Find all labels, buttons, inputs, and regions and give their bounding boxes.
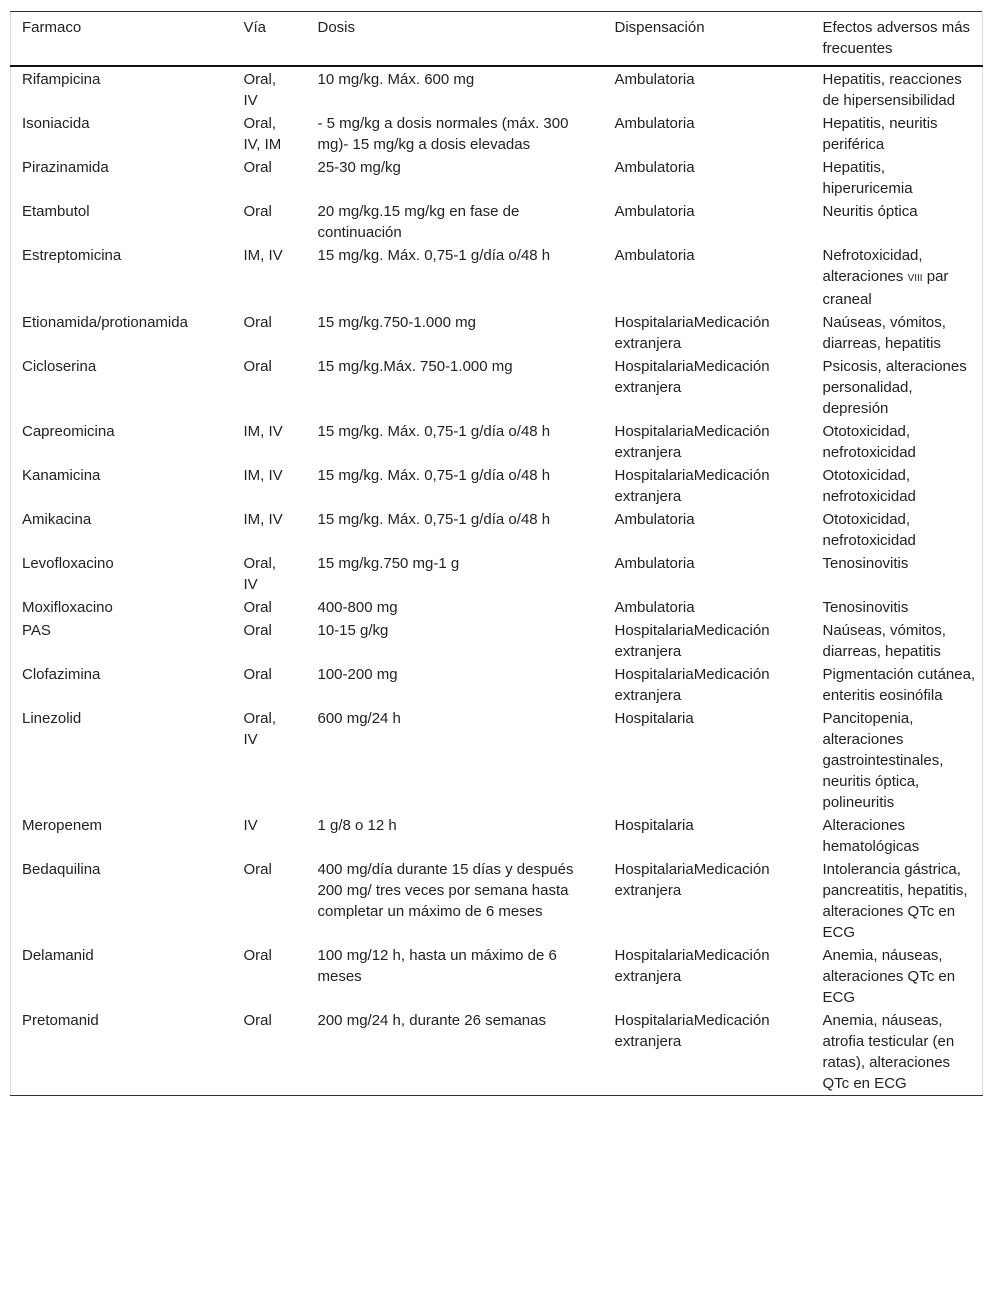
- cell-dosis: 600 mg/24 h: [317, 710, 401, 727]
- table-row: [11, 508, 983, 552]
- cell-dosis: 15 mg/kg. Máx. 0,75-1 g/día o/48 h: [317, 423, 551, 440]
- cell-via: Oral, IV, IM: [243, 115, 282, 153]
- cell-dispensacion: Ambulatoria: [614, 71, 695, 88]
- table-row: [11, 355, 983, 420]
- cell-dosis: 10-15 g/kg: [317, 622, 389, 639]
- cell-farmaco: Linezolid: [22, 710, 82, 727]
- cell-dispensacion: HospitalariaMedicación extranjera: [614, 622, 770, 660]
- table-header-row: [11, 12, 983, 67]
- cell-dispensacion: HospitalariaMedicación extranjera: [614, 314, 770, 352]
- cell-farmaco: Cicloserina: [22, 358, 97, 375]
- cell-dispensacion: Ambulatoria: [614, 599, 695, 616]
- table-row: [11, 596, 983, 619]
- table-row: [11, 156, 983, 200]
- cell-farmaco: Pirazinamida: [22, 159, 109, 176]
- cell-farmaco: Moxifloxacino: [22, 599, 113, 616]
- cell-dosis: 15 mg/kg.750-1.000 mg: [317, 314, 476, 331]
- cell-dispensacion: Ambulatoria: [614, 555, 695, 572]
- table-row: [11, 1009, 983, 1096]
- cell-efectos: Intolerancia gástrica, pancreatitis, hepatitis, alteraciones QTc en ECG: [822, 861, 968, 941]
- cell-dispensacion: Ambulatoria: [614, 511, 695, 528]
- cell-farmaco: Rifampicina: [22, 71, 101, 88]
- cell-via: Oral: [243, 314, 272, 331]
- cell-farmaco: PAS: [22, 622, 51, 639]
- cell-efectos: Neuritis óptica: [822, 203, 918, 220]
- cell-dispensacion: Ambulatoria: [614, 159, 695, 176]
- header-dosis: Dosis: [307, 12, 604, 67]
- cell-via: Oral: [243, 666, 272, 683]
- table-row: [11, 464, 983, 508]
- table-row: [11, 420, 983, 464]
- cell-dosis: 1 g/8 o 12 h: [317, 817, 397, 834]
- table-row: [11, 858, 983, 944]
- cell-via: Oral: [243, 1012, 272, 1029]
- cell-dispensacion: Ambulatoria: [614, 115, 695, 132]
- cell-dispensacion: HospitalariaMedicación extranjera: [614, 947, 770, 985]
- cell-efectos: Hepatitis, reacciones de hipersensibilidad: [822, 71, 962, 109]
- cell-farmaco: Levofloxacino: [22, 555, 114, 572]
- cell-efectos: Anemia, náuseas, atrofia testicular (en ratas), alteraciones QTc en ECG: [822, 1012, 955, 1092]
- cell-dosis: 20 mg/kg.15 mg/kg en fase de continuación: [317, 203, 520, 241]
- cell-efectos: Ototoxicidad, nefrotoxicidad: [822, 423, 916, 461]
- cell-efectos: Hepatitis, hiperuricemia: [822, 159, 913, 197]
- cell-via: Oral: [243, 622, 272, 639]
- cell-dosis: 400-800 mg: [317, 599, 398, 616]
- cell-dosis: - 5 mg/kg a dosis normales (máx. 300 mg)- 15 mg/kg a dosis elevadas: [317, 115, 569, 153]
- cell-efectos: Anemia, náuseas, alteraciones QTc en ECG: [822, 947, 956, 1006]
- cell-efectos: Nefrotoxicidad, alteraciones VIII par craneal: [822, 247, 949, 308]
- cell-dosis: 25-30 mg/kg: [317, 159, 401, 176]
- cell-efectos: Tenosinovitis: [822, 599, 909, 616]
- cell-dosis: 15 mg/kg.Máx. 750-1.000 mg: [317, 358, 513, 375]
- cell-farmaco: Amikacina: [22, 511, 92, 528]
- table-row: [11, 311, 983, 355]
- cell-dosis: 15 mg/kg.750 mg-1 g: [317, 555, 460, 572]
- table-row: [11, 112, 983, 156]
- cell-farmaco: Capreomicina: [22, 423, 115, 440]
- cell-dispensacion: HospitalariaMedicación extranjera: [614, 861, 770, 899]
- cell-efectos: Naúseas, vómitos, diarreas, hepatitis: [822, 314, 946, 352]
- cell-dispensacion: Ambulatoria: [614, 247, 695, 264]
- cell-dispensacion: Hospitalaria: [614, 817, 694, 834]
- cell-dosis: 100 mg/12 h, hasta un máximo de 6 meses: [317, 947, 557, 985]
- cell-efectos: Pancitopenia, alteraciones gastrointestinales, neuritis óptica, polineuritis: [822, 710, 944, 811]
- table-row: [11, 200, 983, 244]
- cell-efectos: Ototoxicidad, nefrotoxicidad: [822, 467, 916, 505]
- cell-via: Oral: [243, 203, 272, 220]
- cell-farmaco: Clofazimina: [22, 666, 101, 683]
- cell-efectos: Tenosinovitis: [822, 555, 909, 572]
- cell-efectos: Alteraciones hematológicas: [822, 817, 920, 855]
- table-row: [11, 244, 983, 311]
- cell-dispensacion: HospitalariaMedicación extranjera: [614, 467, 770, 505]
- cell-via: Oral, IV: [243, 710, 277, 748]
- cell-dispensacion: HospitalariaMedicación extranjera: [614, 1012, 770, 1050]
- cell-farmaco: Estreptomicina: [22, 247, 122, 264]
- cell-dispensacion: HospitalariaMedicación extranjera: [614, 358, 770, 396]
- table-row: [11, 707, 983, 814]
- cell-farmaco: Bedaquilina: [22, 861, 101, 878]
- cell-efectos: Psicosis, alteraciones personalidad, depresión: [822, 358, 967, 417]
- cell-dosis: 15 mg/kg. Máx. 0,75-1 g/día o/48 h: [317, 467, 551, 484]
- cell-via: Oral: [243, 358, 272, 375]
- cell-via: Oral, IV: [243, 71, 277, 109]
- cell-farmaco: Etambutol: [22, 203, 90, 220]
- cell-via: IM, IV: [243, 511, 283, 528]
- table-row: [11, 552, 983, 596]
- cell-via: IV: [243, 817, 258, 834]
- cell-via: Oral, IV: [243, 555, 277, 593]
- cell-efectos: Ototoxicidad, nefrotoxicidad: [822, 511, 916, 549]
- cell-via: Oral: [243, 159, 272, 176]
- table-row: [11, 619, 983, 663]
- cell-via: Oral: [243, 947, 272, 964]
- cell-dosis: 400 mg/día durante 15 días y después 200 mg/ tres veces por semana hasta completar un máximo de 6 meses: [317, 861, 574, 920]
- cell-efectos: Hepatitis, neuritis periférica: [822, 115, 938, 153]
- table-row: [11, 663, 983, 707]
- cell-dispensacion: HospitalariaMedicación extranjera: [614, 423, 770, 461]
- cell-dosis: 15 mg/kg. Máx. 0,75-1 g/día o/48 h: [317, 511, 551, 528]
- header-via: Vía: [233, 12, 307, 67]
- cell-farmaco: Delamanid: [22, 947, 94, 964]
- cell-farmaco: Meropenem: [22, 817, 103, 834]
- table-row: [11, 66, 983, 112]
- cell-efectos: Pigmentación cutánea, enteritis eosinófila: [822, 666, 976, 704]
- cell-dosis: 10 mg/kg. Máx. 600 mg: [317, 71, 475, 88]
- header-efectos: Efectos adversos más frecuentes: [812, 12, 983, 67]
- cell-dosis: 200 mg/24 h, durante 26 semanas: [317, 1012, 546, 1029]
- cell-via: Oral: [243, 599, 272, 616]
- cell-via: Oral: [243, 861, 272, 878]
- drug-table: [10, 11, 983, 1096]
- cell-dosis: 100-200 mg: [317, 666, 398, 683]
- cell-farmaco: Pretomanid: [22, 1012, 99, 1029]
- table-row: [11, 944, 983, 1009]
- cell-via: IM, IV: [243, 247, 283, 264]
- cell-efectos: Naúseas, vómitos, diarreas, hepatitis: [822, 622, 946, 660]
- cell-via: IM, IV: [243, 467, 283, 484]
- header-farmaco: Farmaco: [11, 12, 233, 67]
- cell-dispensacion: Hospitalaria: [614, 710, 694, 727]
- cell-dosis: 15 mg/kg. Máx. 0,75-1 g/día o/48 h: [317, 247, 551, 264]
- cell-dispensacion: Ambulatoria: [614, 203, 695, 220]
- cell-via: IM, IV: [243, 423, 283, 440]
- header-dispensacion: Dispensación: [604, 12, 812, 67]
- table-row: [11, 814, 983, 858]
- cell-dispensacion: HospitalariaMedicación extranjera: [614, 666, 770, 704]
- cell-farmaco: Etionamida/protionamida: [22, 314, 188, 331]
- cell-farmaco: Isoniacida: [22, 115, 90, 132]
- table-body: [11, 66, 983, 1096]
- cell-farmaco: Kanamicina: [22, 467, 101, 484]
